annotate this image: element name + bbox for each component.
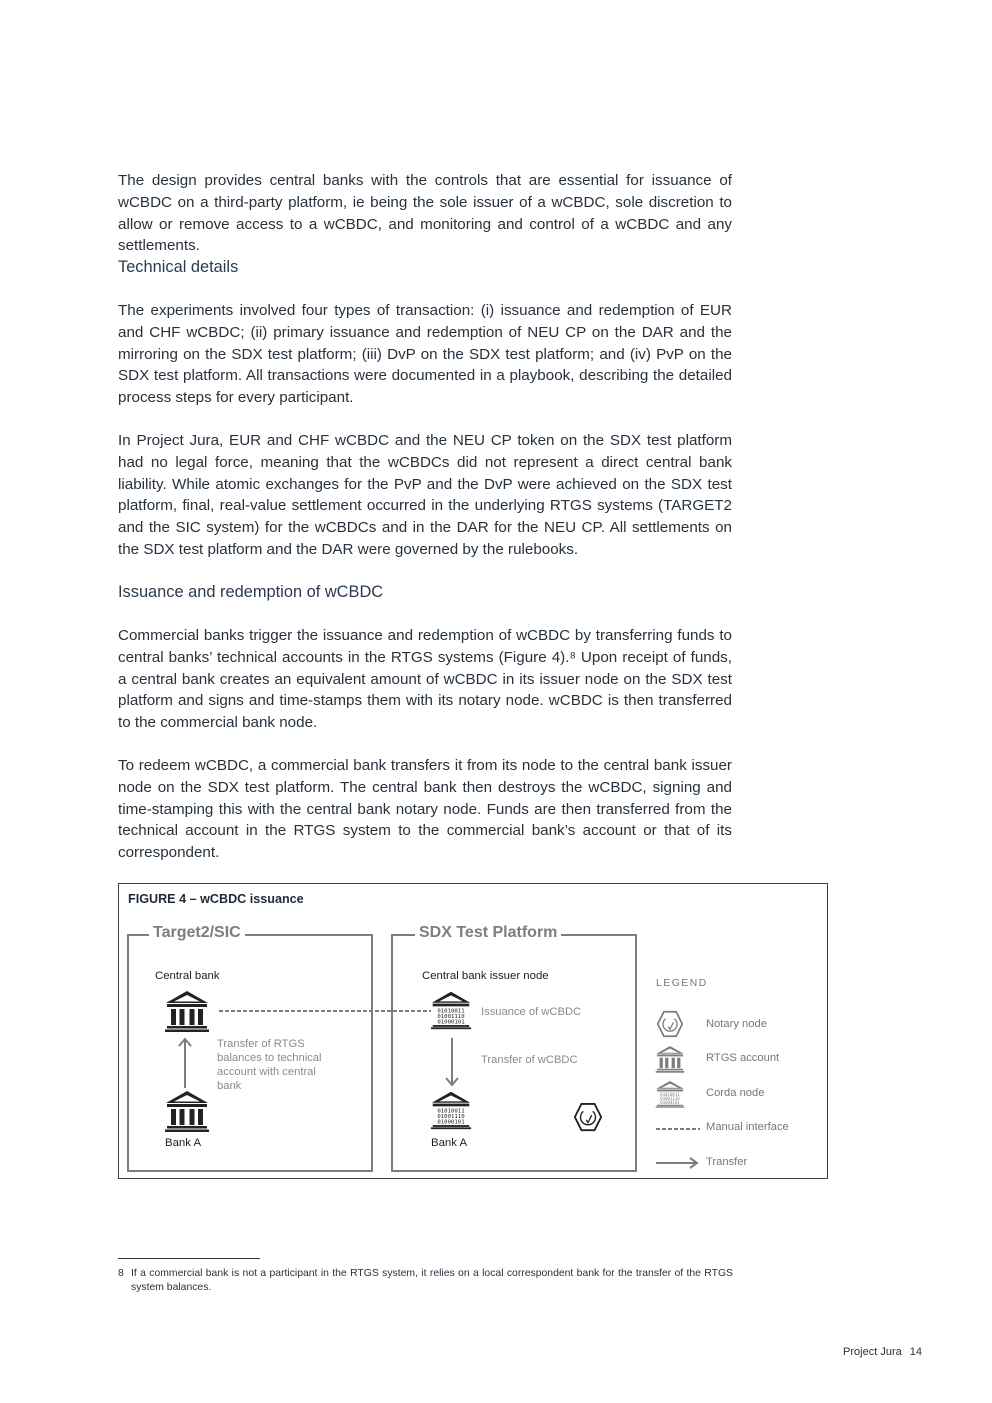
bank-a-rtgs-icon (164, 1090, 210, 1132)
zone-title-target2-sic: Target2/SIC (149, 924, 245, 942)
paragraph-issuance: Commercial banks trigger the issuance and redemption of wCBDC by transferring funds to central banks’ technical accounts in the RTGS systems (Figure 4).⁸ Upon receipt of funds, a central bank creates an equivalent amount of wCBDC in its issuer node on the SDX test platform and signs and time-stamps them with its notary node. wCBDC is then transferred to the commercial bank node. (118, 627, 732, 732)
footer-doc-title: Project Jura (843, 1346, 902, 1358)
transfer-arrow-down-icon (442, 1036, 462, 1090)
legend-manual-icon (656, 1126, 700, 1132)
legend-title: LEGEND (656, 978, 708, 989)
legend-transfer-icon (656, 1156, 700, 1170)
paragraph-design: The design provides central banks with the controls that are essential for issuance of wCBDC on a third-party platform, ie being the sole issuer of a wCBDC, sole discretion to allow or remove access to a wCBDC, and monitoring and control of a wCBDC and any settlements. (118, 172, 732, 255)
label-transfer-wcbdc: Transfer of wCBDC (481, 1054, 578, 1066)
label-transfer-rtgs: Transfer of RTGS balances to technical account with central bank (217, 1038, 322, 1092)
legend-corda-icon (655, 1080, 685, 1108)
legend-notary-icon (655, 1010, 685, 1038)
transfer-arrow-up-icon (175, 1036, 195, 1090)
legend-transfer-label: Transfer (706, 1156, 748, 1168)
figure-wcbdc-issuance (118, 883, 828, 1179)
page-number: 14 (909, 1346, 922, 1358)
paragraph-transaction-types: The experiments involved four types of transaction: (i) issuance and redemption of EUR and CHF wCBDC; (ii) primary issuance and redemption of NEU CP on the DAR and the mirroring on the SDX test platform; (iii) DvP on the SDX test platform; and (iv) PvP on the SDX test platform. All transactions were documented in a playbook, describing the detailed process steps for every participant. (118, 302, 732, 407)
legend-manual-label: Manual interface (706, 1121, 789, 1133)
corda-node-bank-a-icon (430, 1090, 472, 1130)
paragraph-legal-force: In Project Jura, EUR and CHF wCBDC and the NEU CP token on the SDX test platform had no legal force, meaning that the wCBDCs did not represent a direct central bank liability. While atomic exchanges for the PvP and the DvP were achieved on the SDX test platform, final, real-value settlement occurred in the underlying RTGS systems (TARGET2 and the SIC system) for the wCBDCs and in the DAR for the NEU CP. All settlements on the SDX test platform and the DAR were governed by the rulebooks. (118, 432, 732, 558)
zone-title-sdx: SDX Test Platform (415, 924, 561, 942)
footnote-text: If a commercial bank is not a participant in the RTGS system, it relies on a local correspondent bank for the transfer of the RTGS system balances. (131, 1268, 733, 1293)
footnote-number: 8 (118, 1268, 124, 1279)
corda-node-issuer-icon (430, 990, 472, 1030)
manual-interface-line (219, 1008, 431, 1014)
figure-title: FIGURE 4 – wCBDC issuance (128, 892, 304, 906)
notary-node-icon (573, 1102, 603, 1132)
label-bank-a-left: Bank A (165, 1137, 202, 1149)
heading-issuance-redemption: Issuance and redemption of wCBDC (118, 583, 384, 601)
heading-technical-details: Technical details (118, 258, 239, 276)
page-footer (843, 1346, 922, 1358)
paragraph-redemption: To redeem wCBDC, a commercial bank transfers it from its node to the central bank issuer node on the SDX test platform. The central bank then destroys the wCBDC, signing and time-stamping this with the central bank notary node. Funds are then transferred from the technical account in the RTGS system to the commercial bank’s account or that of its correspondent. (118, 757, 732, 862)
label-issuance: Issuance of wCBDC (481, 1006, 582, 1018)
legend-rtgs-label: RTGS account (706, 1052, 780, 1064)
label-issuer-node: Central bank issuer node (422, 970, 549, 982)
rtgs-account-icon (164, 990, 210, 1032)
label-central-bank: Central bank (155, 970, 220, 982)
footnote-divider (118, 1258, 260, 1259)
legend-rtgs-icon (655, 1045, 685, 1073)
label-bank-a-right: Bank A (431, 1137, 468, 1149)
legend-corda-label: Corda node (706, 1087, 765, 1099)
legend-notary-label: Notary node (706, 1018, 767, 1030)
